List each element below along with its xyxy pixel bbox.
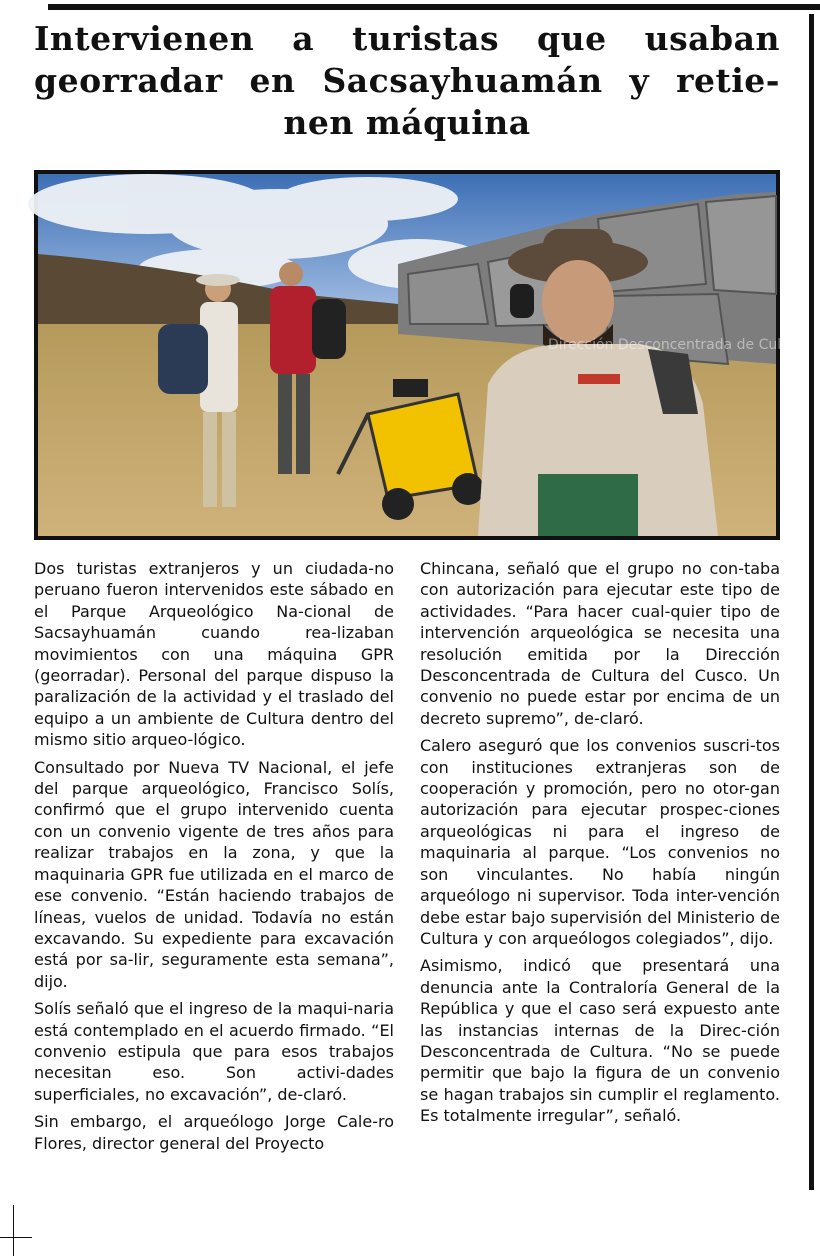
paragraph: Sin embargo, el arqueólogo Jorge Cale-ro Flores, director general del Proyecto [34, 1112, 394, 1153]
top-border-rule [48, 4, 820, 10]
right-border-rule [809, 14, 814, 1190]
headline-line-2: georradar en Sacsayhuamán y retie- [34, 61, 780, 100]
crop-mark-vertical [13, 1205, 14, 1256]
headline-line-3: nen máquina [283, 103, 531, 142]
article-column-left [34, 558, 394, 1160]
paragraph: Asimismo, indicó que presentará una denuncia ante la Contraloría General de la República y que el caso será expuesto ante las instancias internas de la Direc-ción Desconcentrada de Cultura. “No se puede permitir que bajo la figura de un convenio se hagan trabajos sin cumplir el reglamento. Es totalmente irregular”, señaló. [420, 956, 780, 1126]
article-column-right [420, 558, 780, 1133]
paragraph: Solís señaló que el ingreso de la maqui-naria está contemplado en el acuerdo firmado. “El convenio estipula que para esos trabajos necesitan eso. Son activi-dades superficiales, no excavación”, de-claró. [34, 999, 394, 1104]
crop-mark-horizontal [0, 1237, 32, 1238]
photo-illustration [38, 174, 810, 536]
paragraph: Calero aseguró que los convenios suscri-tos con instituciones extranjeras son de cooperación y promoción, pero no otor-gan autorización para ejecutar prospec-ciones arqueológicas ni para el ingreso de maquinaria al parque. “Los convenios no son vinculantes. No había ningún arqueólogo ni supervisor. Toda inter-vención debe estar bajo supervisión del Ministerio de Cultura y con arqueólogos colegiados”, dijo. [420, 736, 780, 948]
photo-watermark: Dirección Desconcentrada de Cultura [548, 337, 810, 353]
paragraph: Chincana, señaló que el grupo no con-taba con autorización para ejecutar este tipo de actividades. “Para hacer cual-quier tipo de intervención arqueológica se necesita una resolución emitida por la Dirección Desconcentrada de Cultura del Cusco. Un convenio no puede estar por encima de un decreto supremo”, de-claró. [420, 559, 780, 728]
article-photo [34, 170, 810, 540]
article-headline [34, 18, 780, 144]
paragraph: Consultado por Nueva TV Nacional, el jefe del parque arqueológico, Francisco Solís, confirmó que el grupo intervenido cuenta con un convenio vigente de tres años para realizar trabajos en la zona, y que la maquinaria GPR fue utilizada en el marco de ese convenio. “Están haciendo trabajos de líneas, vuelos de unidad. Todavía no están excavando. Su expediente para excavación está por sa-lir, seguramente esta semana”, dijo. [34, 757, 394, 991]
headline-line-1: Intervienen a turistas que usaban [34, 19, 780, 58]
paragraph: Dos turistas extranjeros y un ciudada-no peruano fueron intervenidos este sábado en el Parque Arqueológico Na-cional de Sacsayhuamán cuando rea-lizaban movimientos con una máquina GPR (georradar). Personal del parque dispuso la paralización de la actividad y el traslado del equipo a un ambiente de Cultura dentro del mismo sitio arqueo-lógico. [34, 559, 394, 750]
